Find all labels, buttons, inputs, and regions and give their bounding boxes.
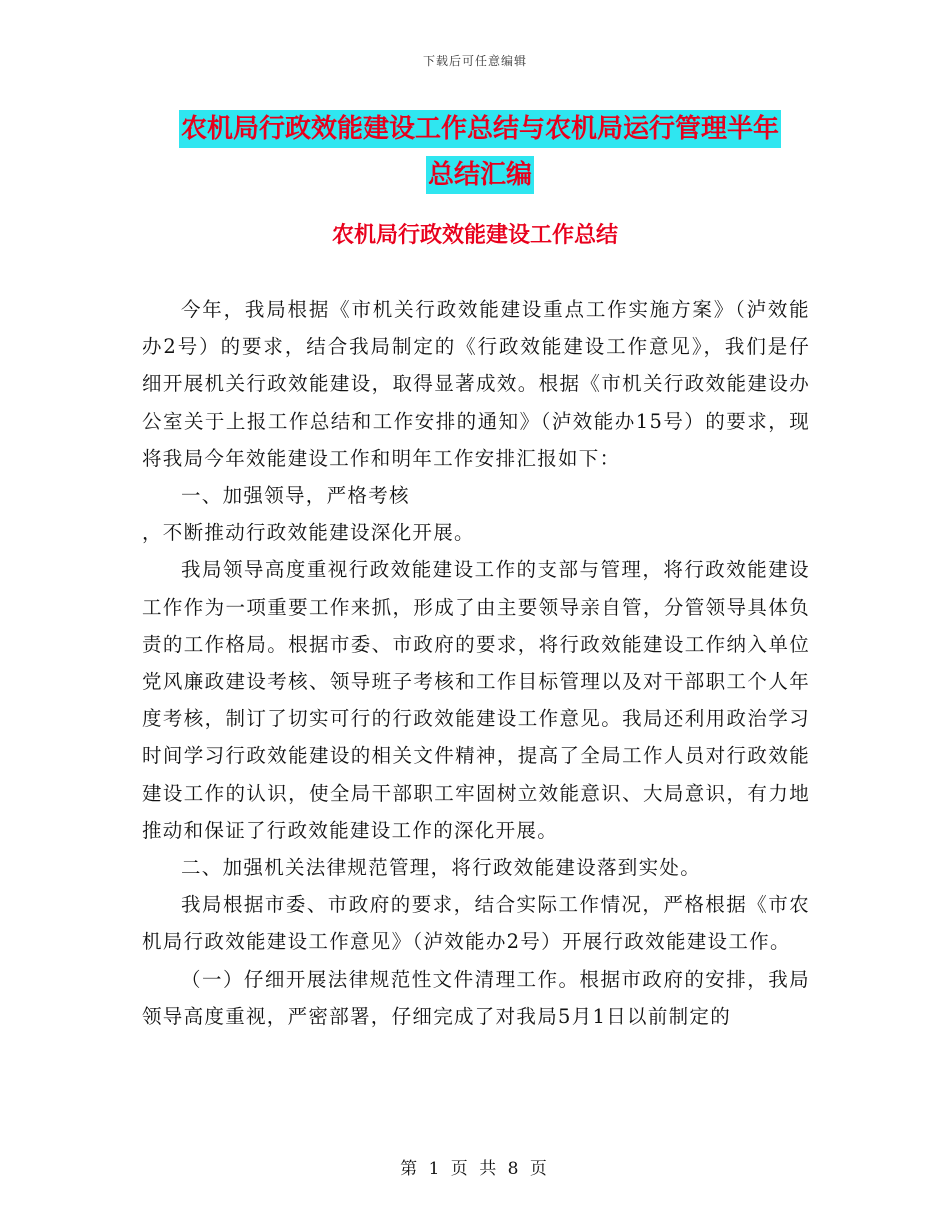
document-title-line-1: 农机局行政效能建设工作总结与农机局运行管理半年 — [150, 104, 810, 154]
paragraph-intro: 今年，我局根据《市机关行政效能建设重点工作实施方案》（泸效能办2号）的要求，结合我局制定的《行政效能建设工作意见》，我们是仔细开展机关行政效能建设，取得显著成效。根据《市机关行政效能建设办公室关于上报工作总结和工作安排的通知》（泸效能办15号）的要求，现将我局今年效能建设工作和明年工作安排汇报如下： — [142, 298, 810, 470]
document-title-line-2: 总结汇编 — [150, 150, 810, 200]
paragraph-regulation: 我局根据市委、市政府的要求，结合实际工作情况，严格根据《市农机局行政效能建设工作意见》（泸效能办2号）开展行政效能建设工作。 — [142, 893, 810, 954]
header-note: 下载后可任意编辑 — [422, 54, 527, 68]
paragraph-leadership: 我局领导高度重视行政效能建设工作的支部与管理，将行政效能建设工作作为一项重要工作来抓，形成了由主要领导亲自管，分管领导具体负责的工作格局。根据市委、市政府的要求，将行政效能建设工作纳入单位党风廉政建设考核、领导班子考核和工作目标管理以及对干部职工个人年度考核，制订了切实可行的行政效能建设工作意见。我局还利用政治学习时间学习行政效能建设的相关文件精神，提高了全局工作人员对行政效能建设工作的认识，使全局干部职工牢固树立效能意识、大局意识，有力地推动和保证了行政效能建设工作的深化开展。 — [142, 558, 810, 842]
paragraph-continuation: ，不断推动行政效能建设深化开展。 — [142, 521, 475, 545]
heading-section-2: 二、加强机关法律规范管理，将行政效能建设落到实处。 — [181, 856, 702, 880]
body-text — [142, 291, 810, 1035]
heading-section-1: 一、加强领导，严格考核 — [181, 484, 410, 508]
section-title: 农机局行政效能建设工作总结 — [331, 223, 618, 248]
page-footer: 第 1 页 共 8 页 — [400, 1159, 550, 1179]
paragraph-subsection-1: （一）仔细开展法律规范性文件清理工作。根据市政府的安排，我局领导高度重视，严密部署，仔细完成了对我局5月1日以前制定的 — [142, 967, 810, 1028]
